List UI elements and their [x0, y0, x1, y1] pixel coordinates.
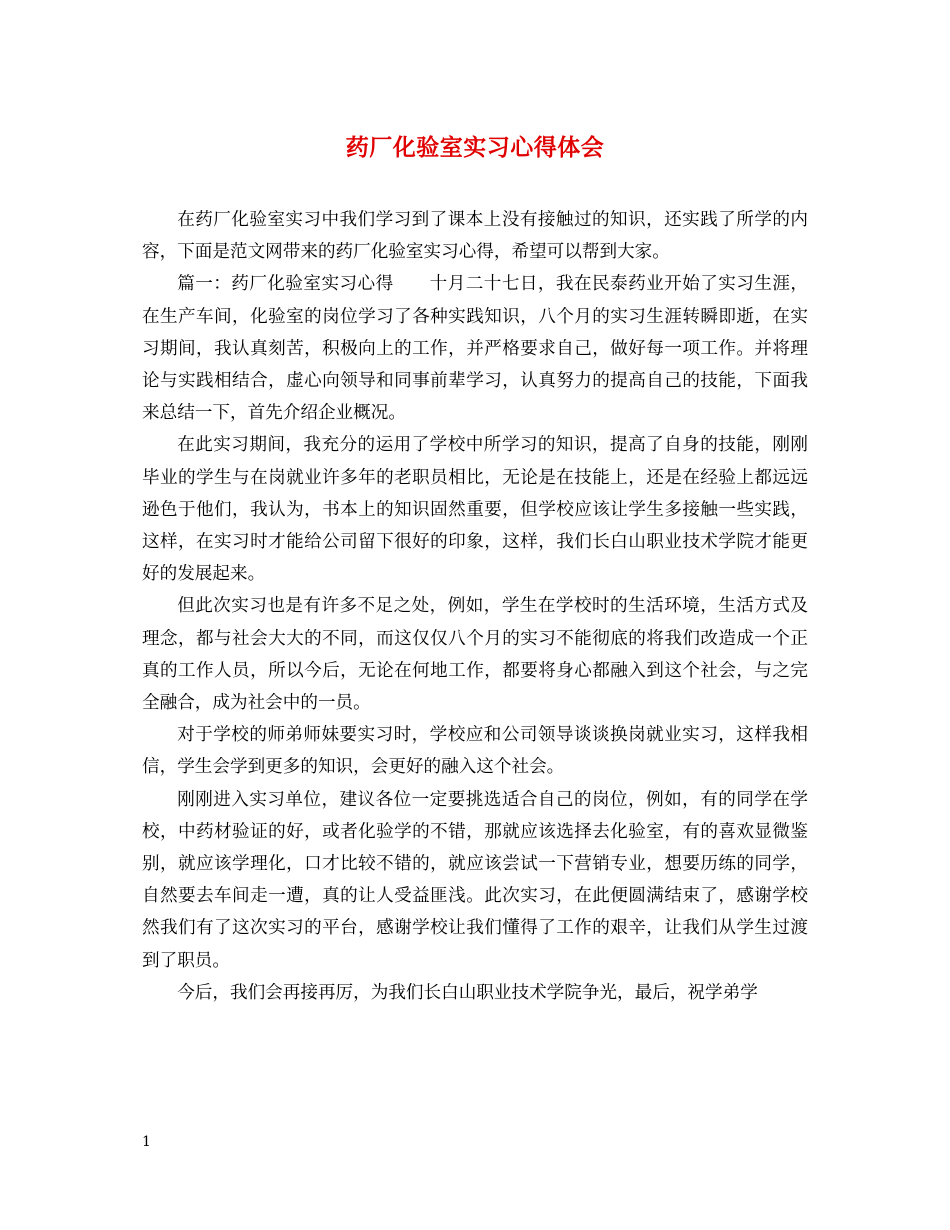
document-title: 药厂化验室实习心得体会: [345, 134, 605, 161]
paragraph-suggestion: 对于学校的师弟师妹要实习时，学校应和公司领导谈谈换岗就业实习，这样我相信，学生会学到更多的知识，会更好的融入这个社会。: [142, 725, 808, 778]
paragraph-intro: 在药厂化验室实习中我们学习到了课本上没有接触过的知识，还实践了所学的内容，下面是范文网带来的药厂化验室实习心得，希望可以帮到大家。: [142, 210, 808, 263]
document-body: [142, 204, 808, 1009]
paragraph-advice: 刚刚进入实习单位，建议各位一定要挑选适合自己的岗位，例如，有的同学在学校，中药材验证的好，或者化验学的不错，那就应该选择去化验室，有的喜欢显微鉴别，就应该学理化，口才比较不错的，就应该尝试一下营销专业，想要历练的同学，自然要去车间走一遭，真的让人受益匪浅。此次实习，在此便圆满结束了，感谢学校然我们有了这次实习的平台，感谢学校让我们懂得了工作的艰辛，让我们从学生过渡到了职员。: [142, 789, 808, 971]
paragraph-shortcomings: 但此次实习也是有许多不足之处，例如，学生在学校时的生活环境，生活方式及理念，都与社会大大的不同，而这仅仅八个月的实习不能彻底的将我们改造成一个正真的工作人员，所以今后，无论在何地工作，都要将身心都融入到这个社会，与之完全融合，成为社会中的一员。: [142, 596, 808, 714]
paragraph-closing: 今后，我们会再接再厉，为我们长白山职业技术学院争光，最后，祝学弟学: [177, 982, 758, 1003]
page-number: 1: [142, 1134, 151, 1150]
paragraph-part-one: 篇一：药厂化验室实习心得 十月二十七日，我在民泰药业开始了实习生涯，在生产车间，化验室的岗位学习了各种实践知识，八个月的实习生涯转瞬即逝，在实习期间，我认真刻苦，积极向上的工作，并严格要求自己，做好每一项工作。并将理论与实践相结合，虚心向领导和同事前辈学习，认真努力的提高自己的技能，下面我来总结一下，首先介绍企业概况。: [142, 274, 808, 424]
paragraph-skills: 在此实习期间，我充分的运用了学校中所学习的知识，提高了自身的技能，刚刚毕业的学生与在岗就业许多年的老职员相比，无论是在技能上，还是在经验上都远远逊色于他们，我认为，书本上的知识固然重要，但学校应该让学生多接触一些实践，这样，在实习时才能给公司留下很好的印象，这样，我们长白山职业技术学院才能更好的发展起来。: [142, 435, 808, 585]
